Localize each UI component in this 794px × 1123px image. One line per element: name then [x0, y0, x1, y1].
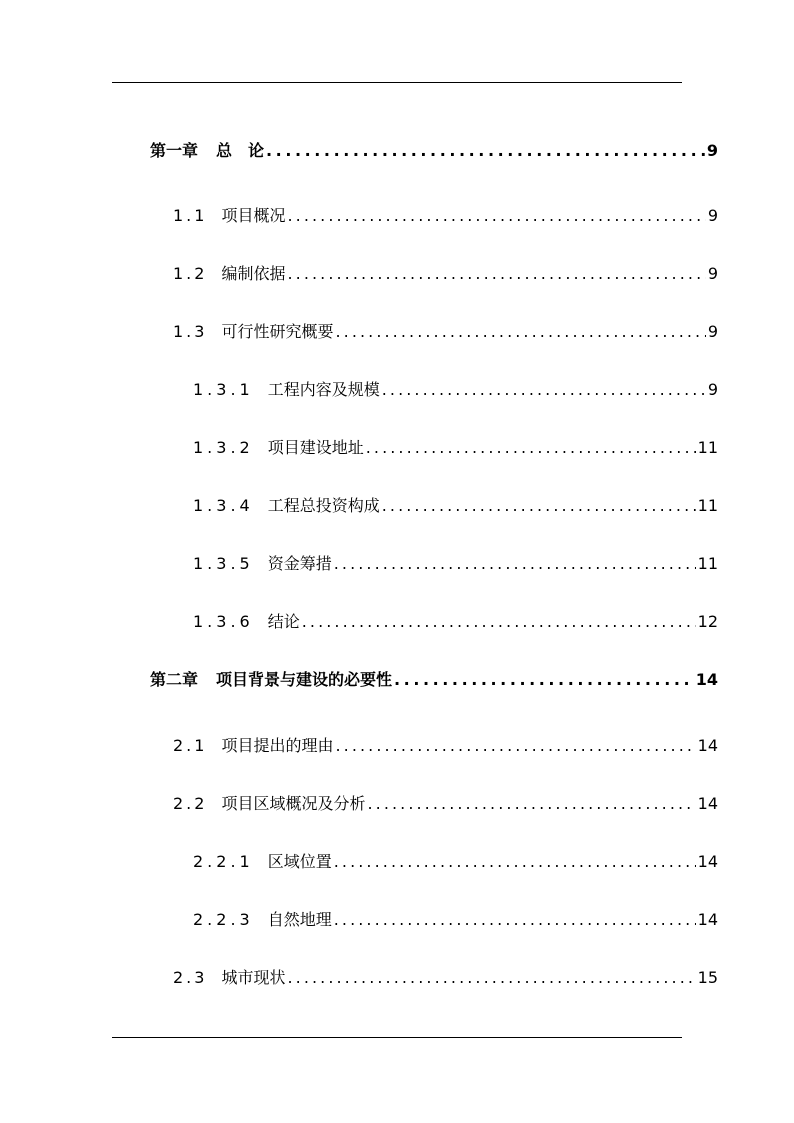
toc-entry-2-1[interactable] [173, 735, 718, 757]
toc-entry-1-3[interactable] [173, 321, 718, 343]
toc-page-number: 11 [697, 438, 718, 457]
toc-entry-1-1[interactable] [173, 205, 718, 227]
toc-title: 编制依据 [221, 264, 286, 283]
toc-page-number: 14 [695, 670, 718, 689]
toc-title: 总 论 [216, 141, 265, 160]
toc-entry-1-3-5[interactable] [193, 553, 718, 575]
toc-page-number: 9 [707, 380, 718, 399]
toc-number: 1.1 [173, 206, 208, 225]
toc-page-number: 14 [697, 910, 718, 929]
toc-title: 项目概况 [221, 206, 286, 225]
toc-title: 项目区域概况及分析 [221, 794, 366, 813]
toc-entry-1-3-4[interactable] [193, 495, 718, 517]
toc-entry-2-2[interactable] [173, 793, 718, 815]
toc-title: 可行性研究概要 [221, 322, 334, 341]
toc-number: 2.2.3 [193, 910, 254, 929]
toc-number: 2.2.1 [193, 852, 254, 871]
toc-entry-1-3-6[interactable] [193, 611, 718, 633]
toc-page-number: 14 [697, 852, 718, 871]
toc-title: 资金筹措 [267, 554, 332, 573]
toc-title: 工程内容及规模 [267, 380, 380, 399]
toc-entry-1-3-2[interactable] [193, 437, 718, 459]
toc-page-number: 9 [707, 206, 718, 225]
toc-leader [334, 909, 696, 931]
toc-page-number: 9 [707, 322, 718, 341]
toc-page-number: 9 [707, 264, 718, 283]
toc-number: 1.3.1 [193, 380, 254, 399]
toc-title: 项目背景与建设的必要性 [216, 670, 393, 689]
toc-entry-2-2-1[interactable] [193, 851, 718, 873]
toc-page-number: 14 [697, 794, 718, 813]
toc-number: 第二章 [150, 670, 199, 689]
toc-leader [382, 495, 696, 517]
toc-leader [334, 553, 696, 575]
toc-number: 1.3.4 [193, 496, 254, 515]
toc-leader [335, 321, 705, 343]
toc-number: 1.3 [173, 322, 208, 341]
toc-leader [335, 735, 695, 757]
footer-rule [112, 1037, 682, 1038]
toc-leader [266, 140, 705, 162]
toc-number: 1.3.2 [193, 438, 254, 457]
toc-page-number: 11 [697, 554, 718, 573]
toc-entry-1-2[interactable] [173, 263, 718, 285]
toc-page-number: 14 [697, 736, 718, 755]
toc-title: 结论 [267, 612, 300, 631]
toc-title: 区域位置 [267, 852, 332, 871]
toc-title: 自然地理 [267, 910, 332, 929]
toc-entry-2-2-3[interactable] [193, 909, 718, 931]
toc-number: 1.2 [173, 264, 208, 283]
toc-title: 项目提出的理由 [221, 736, 334, 755]
toc-leader [287, 263, 705, 285]
toc-number: 1.3.6 [193, 612, 254, 631]
toc-entry-chapter-2[interactable] [150, 669, 718, 691]
toc-number: 第一章 [150, 141, 199, 160]
toc-number: 2.2 [173, 794, 208, 813]
toc-page-number: 9 [706, 141, 718, 160]
toc-number: 2.1 [173, 736, 208, 755]
toc-leader [394, 669, 694, 691]
toc-page-number: 11 [697, 496, 718, 515]
toc-leader [366, 437, 696, 459]
toc-number: 1.3.5 [193, 554, 254, 573]
toc-leader [287, 967, 695, 989]
toc-leader [302, 611, 696, 633]
toc-number: 2.3 [173, 968, 208, 987]
toc-leader [382, 379, 706, 401]
toc-page-number: 15 [697, 968, 718, 987]
toc-entry-1-3-1[interactable] [193, 379, 718, 401]
toc-leader [367, 793, 695, 815]
toc-entry-2-3[interactable] [173, 967, 718, 989]
toc-title: 城市现状 [221, 968, 286, 987]
toc-leader [334, 851, 696, 873]
toc-title: 工程总投资构成 [267, 496, 380, 515]
toc-title: 项目建设地址 [267, 438, 364, 457]
toc-entry-chapter-1[interactable] [150, 140, 718, 162]
toc-leader [287, 205, 705, 227]
toc-page-number: 12 [697, 612, 718, 631]
header-rule [112, 82, 682, 83]
